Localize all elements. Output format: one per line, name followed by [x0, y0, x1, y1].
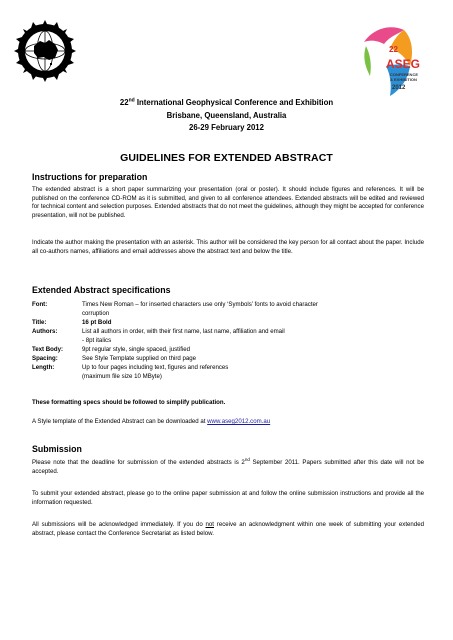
logo-line-exhibition: & EXHIBITION: [390, 77, 417, 82]
conference-title: 22nd International Geophysical Conference and Exhibition: [119, 97, 334, 107]
instructions-paragraph-2: Indicate the author making the presentation with an asterisk. This author will be considered the key person for all contact about the paper. Include all co-authors names, affiliations and email addresses above the abstract text and below the title.: [32, 239, 424, 255]
conference-location: Brisbane, Queensland, Australia: [166, 110, 287, 120]
spec-value: See Style Template supplied on third page: [82, 355, 197, 362]
document-title: GUIDELINES FOR EXTENDED ABSTRACT: [120, 152, 333, 164]
submission-paragraph-1: Please note that the deadline for submission of the extended abstracts is 2nd September 2011. Papers submitted after this date will not be accepted.: [32, 456, 424, 475]
spec-label: Length:: [32, 364, 55, 371]
submission-paragraph-2: To submit your extended abstract, please go to the online paper submission at and follow the online submission instructions and provide all the information requested.: [32, 490, 424, 506]
formatting-note: These formatting specs should be followed to simplify publication.: [32, 399, 226, 406]
spec-value: List all authors in order, with their first name, last name, affiliation and email - 8pt italics: [82, 328, 285, 344]
instructions-paragraph-1: The extended abstract is a short paper summarizing your presentation (oral or poster). It should include figures and references. It will be published on the conference CD-ROM as it is submitted, and given to all conference attendees. Extended abstracts will be edited and reviewed for technical content and selection purposes. Extended abstracts that do not meet the guidelines, although they might be accepted for conference presentation, will not be published.: [32, 186, 424, 219]
logo-number: 22: [389, 45, 398, 54]
spec-label: Spacing:: [32, 355, 58, 362]
conference-header: [0, 97, 453, 135]
submission-heading: Submission: [32, 444, 82, 454]
spec-label: Title:: [32, 319, 47, 326]
spec-value: 9pt regular style, single spaced, justified: [82, 346, 191, 353]
spec-value: Times New Roman – for inserted characters use only ‘Symbols’ fonts to avoid character corruption: [82, 301, 318, 317]
instructions-heading: Instructions for preparation: [32, 172, 148, 182]
spec-label: Text Body:: [32, 346, 64, 353]
specs-heading: Extended Abstract specifications: [32, 285, 171, 295]
spec-label: Font:: [32, 301, 48, 308]
spec-value: 16 pt Bold: [82, 319, 112, 326]
logo-year: 2012: [392, 85, 406, 91]
conference-dates: 26-29 February 2012: [189, 123, 264, 132]
template-note: A Style template of the Extended Abstract can be downloaded at www.aseg2012.com.au: [32, 418, 271, 425]
submission-paragraph-3: All submissions will be acknowledged immediately. If you do not receive an acknowledgment within one week of submitting your extended abstract, please contact the Conference Secretariat as listed below.: [32, 521, 424, 537]
template-download-link[interactable]: www.aseg2012.com.au: [207, 418, 271, 425]
aseg-2012-logo: [360, 24, 421, 104]
spec-label: Authors:: [32, 328, 58, 335]
society-logo: [14, 20, 76, 82]
spec-value: Up to four pages including text, figures and references (maximum file size 10 MByte): [82, 364, 229, 380]
logo-aseg: ASEG: [386, 57, 421, 71]
logo-line-conference: CONFERENCE: [390, 72, 419, 77]
